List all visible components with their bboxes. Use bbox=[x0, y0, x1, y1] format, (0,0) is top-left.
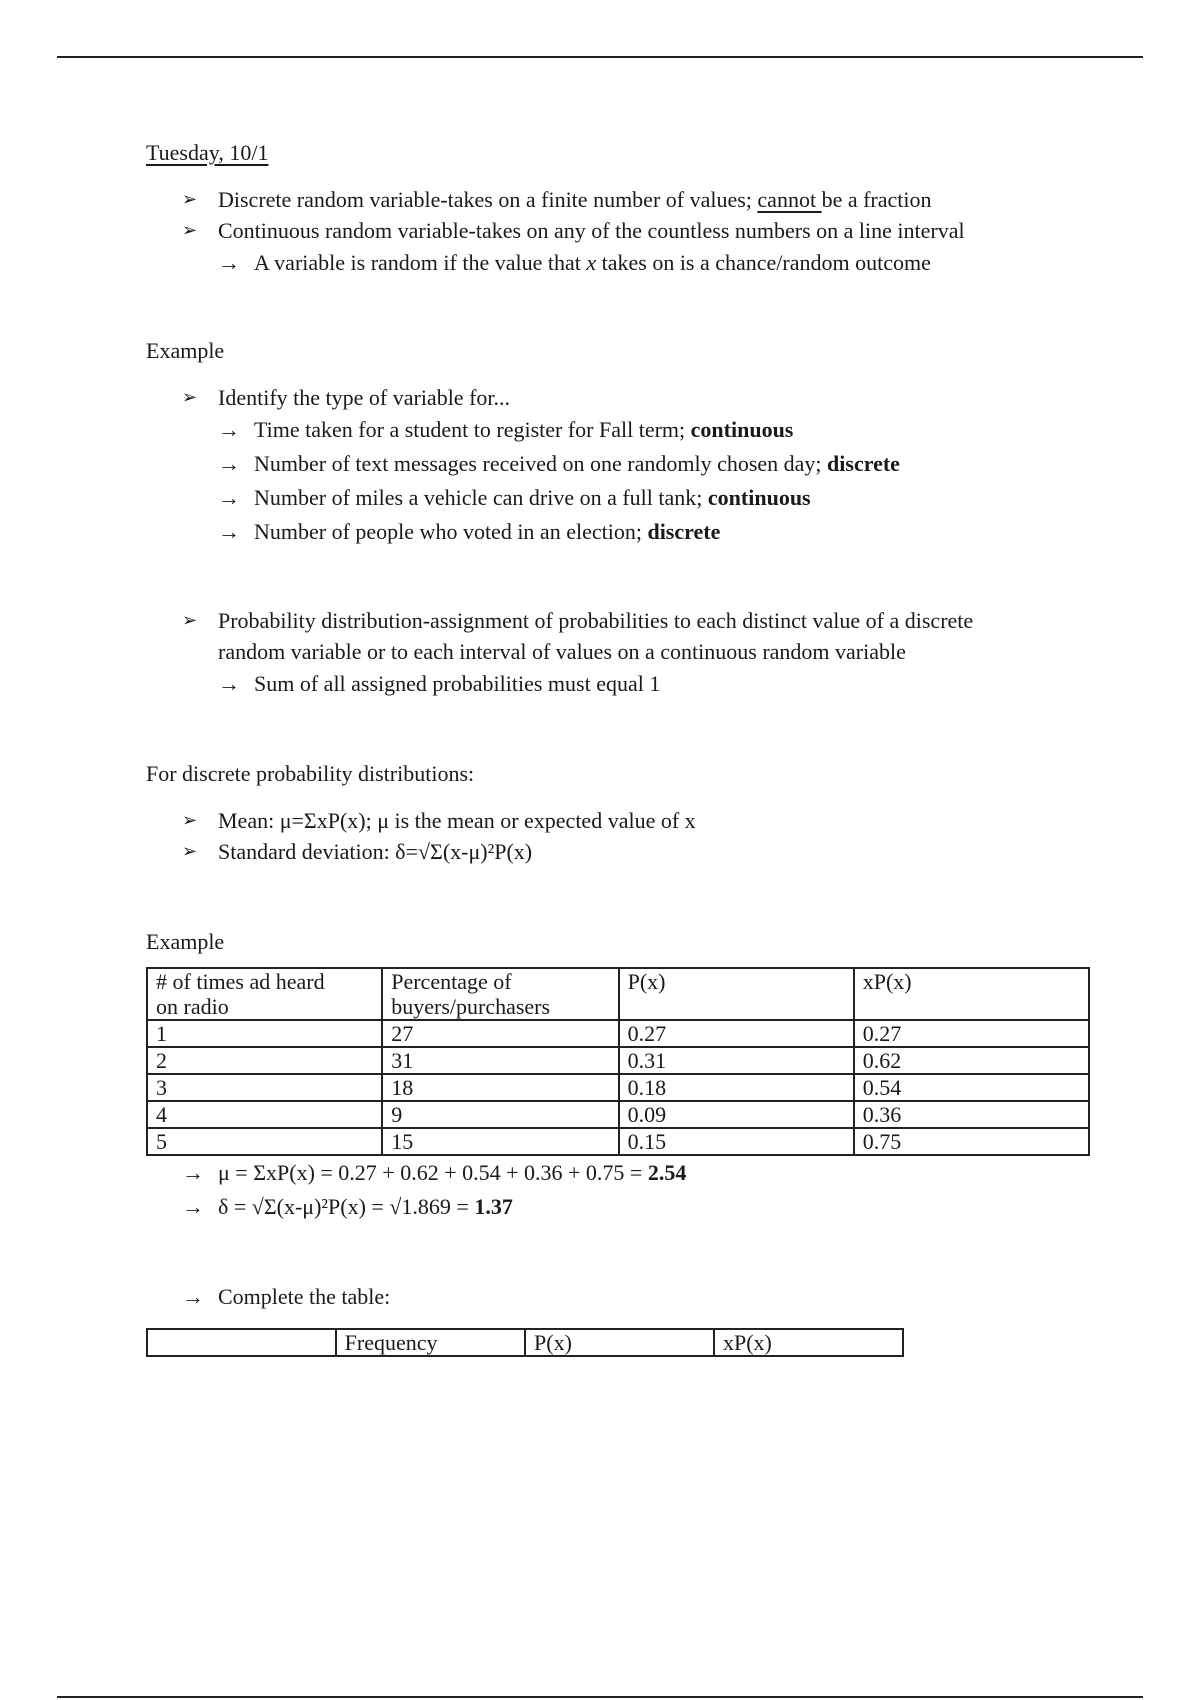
underlined-word: cannot bbox=[757, 187, 822, 212]
arrow-icon: → bbox=[218, 485, 240, 510]
formulas-list bbox=[146, 805, 1106, 867]
table-row bbox=[147, 1020, 1089, 1047]
arrow-icon: → bbox=[218, 417, 240, 442]
list-item: ➢ Continuous random variable-takes on any of the countless numbers on a line interval bbox=[146, 215, 1106, 246]
table-header-cell: P(x) bbox=[525, 1329, 714, 1356]
table-cell: 27 bbox=[382, 1020, 618, 1047]
arrowhead-bullet-icon: ➢ bbox=[182, 810, 198, 831]
arrow-icon: → bbox=[182, 1160, 204, 1185]
probability-distribution-list bbox=[146, 605, 1106, 667]
arrowhead-bullet-icon: ➢ bbox=[182, 189, 198, 210]
table-header-cell: Frequency bbox=[336, 1329, 525, 1356]
arrow-icon: → bbox=[218, 671, 240, 696]
sd-result: 1.37 bbox=[474, 1194, 513, 1219]
table-header-cell: # of times ad heard on radio bbox=[147, 968, 382, 1020]
list-item: ➢ Standard deviation: δ=√Σ(x-μ)²P(x) bbox=[146, 836, 1106, 867]
sd-calculation: → δ = √Σ(x-μ)²P(x) = √1.869 = 1.37 bbox=[146, 1190, 1106, 1224]
arrowhead-bullet-icon: ➢ bbox=[182, 220, 198, 241]
table-cell: 0.62 bbox=[854, 1047, 1089, 1074]
table-cell: 0.15 bbox=[619, 1128, 854, 1155]
table-header-cell: P(x) bbox=[619, 968, 854, 1020]
mean-result: 2.54 bbox=[647, 1160, 687, 1185]
table-header-row bbox=[147, 1329, 903, 1356]
table-cell: 31 bbox=[382, 1047, 618, 1074]
table-cell: 9 bbox=[382, 1101, 618, 1128]
table-cell: 18 bbox=[382, 1074, 618, 1101]
ad-radio-table bbox=[146, 967, 1090, 1156]
arrow-note: → Sum of all assigned probabilities must equal 1 bbox=[146, 667, 1106, 701]
bottom-rule bbox=[57, 1696, 1143, 1698]
table-cell: 4 bbox=[147, 1101, 382, 1128]
arrowhead-bullet-icon: ➢ bbox=[182, 841, 198, 862]
example-heading: Example bbox=[146, 338, 225, 363]
arrow-icon: → bbox=[182, 1284, 204, 1309]
example-heading: Example bbox=[146, 929, 225, 954]
table-cell: 2 bbox=[147, 1047, 382, 1074]
arrow-icon: → bbox=[218, 250, 240, 275]
table-cell: 5 bbox=[147, 1128, 382, 1155]
table-cell: 1 bbox=[147, 1020, 382, 1047]
table-row bbox=[147, 1047, 1089, 1074]
arrow-note: → A variable is random if the value that x takes on is a chance/random outcome bbox=[146, 246, 1106, 280]
table-cell: 3 bbox=[147, 1074, 382, 1101]
date-heading: Tuesday, 10/1 bbox=[146, 140, 269, 165]
arrow-icon: → bbox=[182, 1194, 204, 1219]
list-item: ➢ Discrete random variable-takes on a finite number of values; cannot be a fraction bbox=[146, 184, 1106, 215]
table-cell: 0.18 bbox=[619, 1074, 854, 1101]
variable-types-list bbox=[146, 184, 1106, 246]
table-row bbox=[147, 1074, 1089, 1101]
arrowhead-bullet-icon: ➢ bbox=[182, 610, 198, 631]
table-header-row bbox=[147, 968, 1089, 1020]
arrowhead-bullet-icon: ➢ bbox=[182, 387, 198, 408]
list-item: ➢ Mean: μ=ΣxP(x); μ is the mean or expected value of x bbox=[146, 805, 1106, 836]
table-header-cell: xP(x) bbox=[714, 1329, 903, 1356]
page-content bbox=[146, 140, 1106, 1357]
table-cell: 0.09 bbox=[619, 1101, 854, 1128]
table-header-cell: Percentage of buyers/purchasers bbox=[382, 968, 618, 1020]
table-cell: 0.36 bbox=[854, 1101, 1089, 1128]
arrow-icon: → bbox=[218, 451, 240, 476]
discrete-heading: For discrete probability distributions: bbox=[146, 761, 475, 786]
top-rule bbox=[57, 56, 1143, 58]
mean-calculation: → μ = ΣxP(x) = 0.27 + 0.62 + 0.54 + 0.36 + 0.75 = 2.54 bbox=[146, 1156, 1106, 1190]
table-header-cell bbox=[147, 1329, 336, 1356]
table-cell: 0.27 bbox=[619, 1020, 854, 1047]
identify-list bbox=[146, 382, 1106, 413]
table-header-cell: xP(x) bbox=[854, 968, 1089, 1020]
table-cell: 0.54 bbox=[854, 1074, 1089, 1101]
complete-table bbox=[146, 1328, 904, 1357]
arrow-item: → Number of text messages received on one randomly chosen day; discrete bbox=[146, 447, 1106, 481]
arrow-item: → Time taken for a student to register for Fall term; continuous bbox=[146, 413, 1106, 447]
arrow-item: → Number of people who voted in an election; discrete bbox=[146, 515, 1106, 549]
table-cell: 0.31 bbox=[619, 1047, 854, 1074]
table-cell: 0.27 bbox=[854, 1020, 1089, 1047]
complete-table-prompt: → Complete the table: bbox=[146, 1280, 1106, 1314]
table-cell: 0.75 bbox=[854, 1128, 1089, 1155]
table-row bbox=[147, 1101, 1089, 1128]
table-row bbox=[147, 1128, 1089, 1155]
list-item: ➢ Probability distribution-assignment of probabilities to each distinct value of a discrete random variable or to each interval of values on a continuous random variable bbox=[146, 605, 1106, 667]
arrow-icon: → bbox=[218, 519, 240, 544]
table-cell: 15 bbox=[382, 1128, 618, 1155]
arrow-item: → Number of miles a vehicle can drive on a full tank; continuous bbox=[146, 481, 1106, 515]
list-item: ➢ Identify the type of variable for... bbox=[146, 382, 1106, 413]
